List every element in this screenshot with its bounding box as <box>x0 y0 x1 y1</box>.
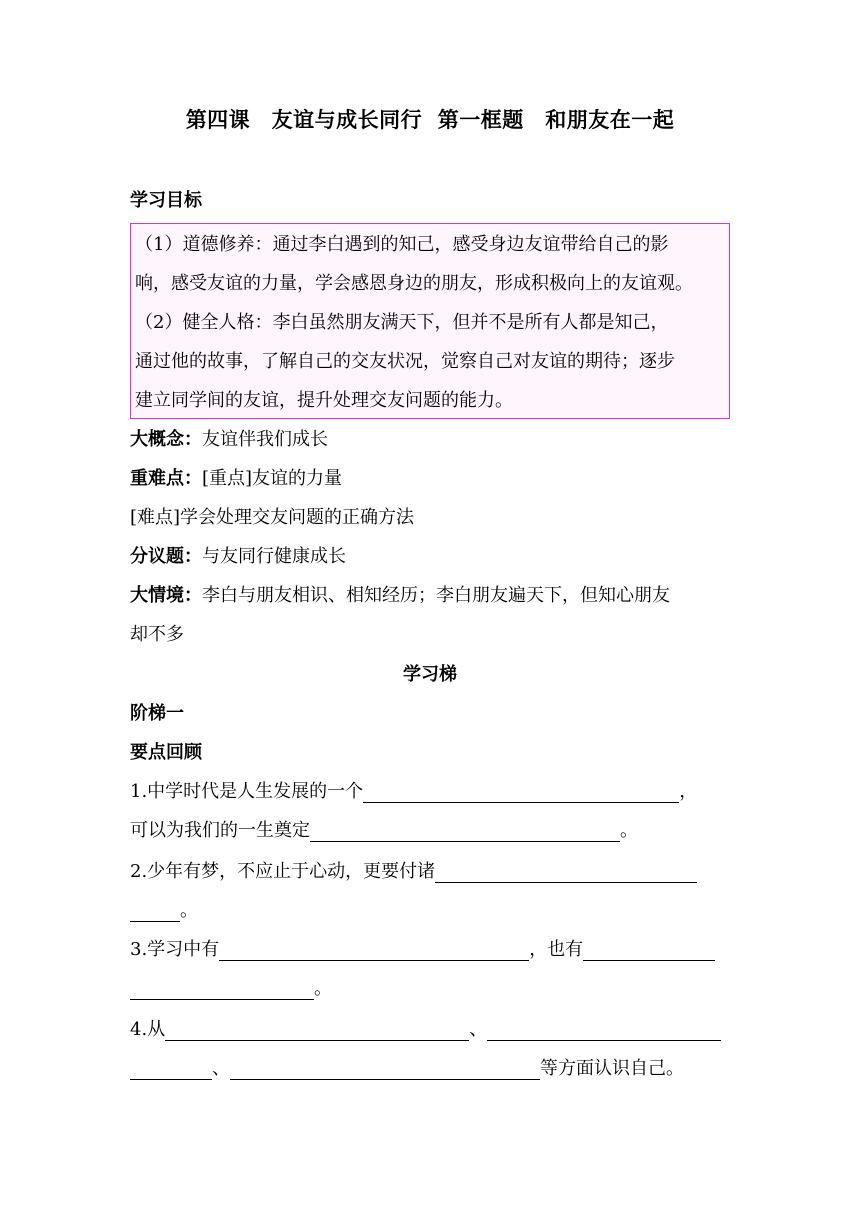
objectives-heading: 学习目标 <box>130 190 202 211</box>
question-text: ，也有 <box>529 939 584 960</box>
answer-blank[interactable] <box>130 1059 212 1080</box>
big-concept-label: 大概念： <box>130 429 202 450</box>
question-text: 2.少年有梦，不应止于心动，更要付诸 <box>130 861 436 882</box>
key-points <box>130 464 342 490</box>
page-title: 第四课 友谊与成长同行 第一框题 和朋友在一起 <box>185 108 675 132</box>
objectives-box <box>130 223 730 419</box>
step-heading: 阶梯一 <box>130 703 184 724</box>
answer-blank[interactable] <box>487 1020 721 1041</box>
scenario-label: 大情境： <box>130 585 202 606</box>
answer-blank[interactable] <box>130 979 314 1000</box>
punctuation: ， <box>679 781 698 802</box>
answer-blank[interactable] <box>165 1020 469 1041</box>
answer-blank[interactable] <box>230 1059 540 1080</box>
punctuation: 。 <box>180 900 198 921</box>
question-1-line-1 <box>130 777 697 803</box>
answer-blank[interactable] <box>435 862 697 883</box>
key-points-label: 重难点： <box>130 468 202 489</box>
sub-topic-text: 与友同行健康成长 <box>202 546 346 567</box>
ladder-heading: 学习梯 <box>403 664 457 685</box>
review-heading: 要点回顾 <box>130 742 202 763</box>
question-3-line-1 <box>130 935 715 961</box>
objective-line: （2）健全人格：李白虽然朋友满天下，但并不是所有人都是知己， <box>135 312 669 333</box>
sub-topic-label: 分议题： <box>130 546 202 567</box>
punctuation: 、 <box>469 1019 488 1040</box>
sub-topic <box>130 542 346 568</box>
question-text: 3.学习中有 <box>130 939 220 960</box>
question-text: 等方面认识自己。 <box>540 1058 684 1079</box>
question-2-line-2 <box>130 896 198 922</box>
objective-line: （1）道德修养：通过李白遇到的知己，感受身边友谊带给自己的影 <box>135 234 669 255</box>
scenario-continued: 却不多 <box>130 624 184 645</box>
punctuation: 。 <box>620 820 638 841</box>
question-4-line-2 <box>130 1054 684 1080</box>
answer-blank[interactable] <box>219 940 529 961</box>
question-4-line-1 <box>130 1015 721 1041</box>
question-text: 4.从 <box>130 1019 166 1040</box>
key-points-text: [重点]友谊的力量 <box>202 468 343 489</box>
scenario-text: 李白与朋友相识、相知经历；李白朋友遍天下，但知心朋友 <box>202 585 670 606</box>
answer-blank[interactable] <box>583 940 715 961</box>
answer-blank[interactable] <box>130 901 180 922</box>
objective-line: 建立同学间的友谊，提升处理交友问题的能力。 <box>135 390 513 411</box>
answer-blank[interactable] <box>363 782 679 803</box>
question-text: 1.中学时代是人生发展的一个 <box>130 781 364 802</box>
question-2-line-1 <box>130 857 697 883</box>
punctuation: 、 <box>212 1058 230 1079</box>
difficulty-point: [难点]学会处理交友问题的正确方法 <box>130 507 415 528</box>
question-1-line-2 <box>130 816 638 842</box>
objective-line: 通过他的故事，了解自己的交友状况，觉察自己对友谊的期待；逐步 <box>135 351 675 372</box>
big-concept <box>130 425 328 451</box>
punctuation: 。 <box>314 978 332 999</box>
objective-line: 响，感受友谊的力量，学会感恩身边的朋友，形成积极向上的友谊观。 <box>135 273 693 294</box>
scenario <box>130 581 670 607</box>
question-text: 可以为我们的一生奠定 <box>130 820 310 841</box>
big-concept-text: 友谊伴我们成长 <box>202 429 328 450</box>
question-3-line-2 <box>130 974 332 1000</box>
answer-blank[interactable] <box>310 821 620 842</box>
